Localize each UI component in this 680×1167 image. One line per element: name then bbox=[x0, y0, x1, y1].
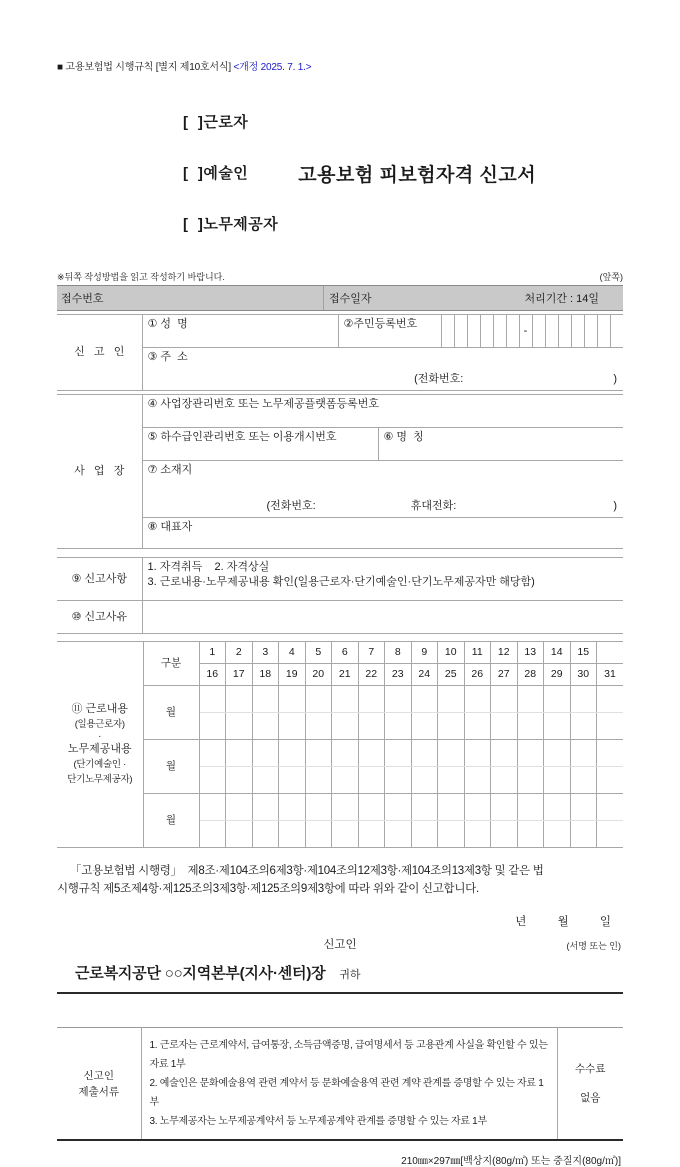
regulation-note bbox=[57, 58, 623, 73]
mobile-phone-label: 휴대전화: bbox=[410, 500, 457, 512]
workplace-mgmt-no-cell[interactable]: ④ 사업장관리번호 또는 노무제공플랫폼등록번호 bbox=[142, 395, 623, 428]
workplace-name-cell[interactable]: ⑥ 명 칭 bbox=[378, 428, 623, 461]
location-phone-line bbox=[149, 499, 618, 514]
declarant-section-label: 신 고 인 bbox=[57, 315, 142, 391]
rrn-digit-cell[interactable] bbox=[571, 315, 584, 348]
work-label-line: (단기예술인 · bbox=[73, 759, 126, 770]
work-day-cell[interactable] bbox=[332, 794, 359, 821]
month-label: 월 bbox=[557, 916, 569, 928]
day-header-cell: 26 bbox=[464, 664, 491, 686]
day-header-cell: 17 bbox=[226, 664, 253, 686]
work-day-cell[interactable] bbox=[199, 686, 226, 713]
work-day-cell[interactable] bbox=[252, 686, 279, 713]
work-day-cell[interactable] bbox=[279, 713, 306, 740]
page-side-note: (앞쪽) bbox=[599, 272, 623, 282]
work-day-cell[interactable] bbox=[358, 713, 385, 740]
work-day-cell[interactable] bbox=[252, 821, 279, 848]
processing-period-label: 처리기간 : 14일 bbox=[524, 293, 599, 305]
representative-cell[interactable]: ⑧ 대표자 bbox=[142, 518, 623, 549]
work-day-cell[interactable] bbox=[544, 713, 571, 740]
work-day-cell[interactable] bbox=[332, 713, 359, 740]
fee-cell bbox=[557, 1028, 623, 1141]
rrn-digit-cell[interactable] bbox=[610, 315, 623, 348]
work-day-cell[interactable] bbox=[305, 713, 332, 740]
paper-spec-note: 210㎜×297㎜[백상지(80g/㎡) 또는 중질지(80g/㎡)] bbox=[401, 1156, 621, 1167]
instruction-row bbox=[57, 270, 623, 283]
recipient-name: 근로복지공단 ○○지역본부(지사·센터)장 bbox=[75, 965, 326, 982]
day-header-cell: 16 bbox=[199, 664, 226, 686]
phone-open-label: (전화번호: bbox=[414, 373, 464, 385]
work-day-cell[interactable] bbox=[597, 794, 624, 821]
day-label: 일 bbox=[599, 916, 611, 928]
report-table bbox=[57, 557, 623, 634]
work-day-cell[interactable] bbox=[544, 821, 571, 848]
location-label: ⑦ 소재지 bbox=[147, 464, 193, 476]
day-header-cell: 28 bbox=[517, 664, 544, 686]
work-day-cell[interactable] bbox=[279, 767, 306, 794]
declarant-table bbox=[57, 314, 623, 391]
work-day-cell[interactable] bbox=[597, 767, 624, 794]
work-day-cell[interactable] bbox=[438, 740, 465, 767]
day-header-cell: 24 bbox=[411, 664, 438, 686]
work-day-cell[interactable] bbox=[305, 821, 332, 848]
day-header-cell: 12 bbox=[491, 642, 518, 664]
work-day-cell[interactable] bbox=[199, 713, 226, 740]
work-content-table bbox=[57, 641, 623, 848]
day-header-cell: 14 bbox=[544, 642, 571, 664]
work-day-cell[interactable] bbox=[385, 821, 412, 848]
rrn-digit-cell[interactable] bbox=[584, 315, 597, 348]
receipt-bar bbox=[57, 285, 623, 311]
work-day-cell[interactable] bbox=[226, 794, 253, 821]
work-day-cell[interactable] bbox=[570, 713, 597, 740]
work-day-cell[interactable] bbox=[464, 821, 491, 848]
workplace-section-label: 사 업 장 bbox=[57, 395, 142, 549]
report-matter-label: ⑨ 신고사항 bbox=[57, 558, 142, 601]
rrn-digit-cell[interactable] bbox=[545, 315, 558, 348]
day-header-cell: 25 bbox=[438, 664, 465, 686]
report-matter-line1: 1. 자격취득 2. 자격상실 bbox=[147, 561, 270, 573]
signature-note: (서명 또는 인) bbox=[566, 941, 621, 951]
work-day-cell[interactable] bbox=[358, 686, 385, 713]
checkbox-worker[interactable]: [ ]근로자 bbox=[183, 114, 249, 131]
work-day-cell[interactable] bbox=[491, 686, 518, 713]
workplace-location-cell[interactable] bbox=[142, 461, 623, 518]
checkbox-labor-provider[interactable]: [ ]노무제공자 bbox=[183, 216, 279, 233]
work-day-cell[interactable] bbox=[411, 821, 438, 848]
work-day-cell[interactable] bbox=[385, 767, 412, 794]
attachments-items bbox=[141, 1028, 557, 1141]
workplace-table bbox=[57, 394, 623, 549]
attachments-section bbox=[57, 1027, 623, 1141]
work-day-cell[interactable] bbox=[438, 686, 465, 713]
instruction-note: ※뒤쪽 작성방법을 읽고 작성하기 바랍니다. bbox=[57, 272, 225, 282]
work-day-cell[interactable] bbox=[332, 767, 359, 794]
rrn-digit-cell[interactable] bbox=[532, 315, 545, 348]
work-day-cell[interactable] bbox=[544, 767, 571, 794]
rrn-digit-cell[interactable] bbox=[467, 315, 480, 348]
day-header-cell: 29 bbox=[544, 664, 571, 686]
recipient-suffix: 귀하 bbox=[339, 969, 361, 981]
phone-open-label: (전화번호: bbox=[266, 500, 316, 512]
work-day-cell[interactable] bbox=[491, 794, 518, 821]
work-day-cell[interactable] bbox=[226, 821, 253, 848]
work-day-cell[interactable] bbox=[464, 713, 491, 740]
work-day-cell[interactable] bbox=[305, 740, 332, 767]
work-day-cell[interactable] bbox=[226, 740, 253, 767]
revision-note: <개정 2025. 7. 1.> bbox=[233, 62, 312, 73]
rrn-digit-cell[interactable] bbox=[506, 315, 519, 348]
work-day-cell[interactable] bbox=[491, 740, 518, 767]
work-day-cell[interactable] bbox=[411, 686, 438, 713]
work-day-cell[interactable] bbox=[517, 713, 544, 740]
work-day-cell[interactable] bbox=[491, 821, 518, 848]
page-title: 고용보험 피보험자격 신고서 bbox=[298, 165, 537, 186]
year-label: 년 bbox=[515, 916, 527, 928]
rrn-digit-cell[interactable] bbox=[493, 315, 506, 348]
recipient-line bbox=[57, 962, 623, 983]
attachment-item: 1. 근로자는 근로계약서, 급여통장, 소득금액증명, 급여명세서 등 고용관계 사실을 확인할 수 있는 자료 1부 bbox=[149, 1040, 548, 1070]
month-label-cell[interactable]: 월 bbox=[143, 794, 199, 848]
work-day-cell[interactable] bbox=[544, 740, 571, 767]
day-header-cell: 9 bbox=[411, 642, 438, 664]
section-divider bbox=[57, 992, 623, 994]
work-day-cell[interactable] bbox=[199, 794, 226, 821]
month-label-cell[interactable]: 월 bbox=[143, 740, 199, 794]
attachments-table bbox=[57, 1027, 623, 1141]
work-day-cell[interactable] bbox=[199, 821, 226, 848]
work-day-cell[interactable] bbox=[385, 713, 412, 740]
work-day-cell[interactable] bbox=[544, 686, 571, 713]
work-day-cell[interactable] bbox=[517, 767, 544, 794]
report-matter-cell[interactable] bbox=[142, 558, 623, 601]
work-day-cell[interactable] bbox=[252, 794, 279, 821]
work-day-cell[interactable] bbox=[570, 767, 597, 794]
fee-label: 수수료 bbox=[575, 1062, 606, 1075]
work-day-cell[interactable] bbox=[358, 794, 385, 821]
work-day-cell[interactable] bbox=[597, 713, 624, 740]
day-header-cell: 13 bbox=[517, 642, 544, 664]
paren-close: ) bbox=[613, 373, 617, 385]
work-day-cell[interactable] bbox=[570, 686, 597, 713]
work-day-cell[interactable] bbox=[358, 767, 385, 794]
work-day-cell[interactable] bbox=[226, 767, 253, 794]
day-header-cell: 22 bbox=[358, 664, 385, 686]
work-day-cell[interactable] bbox=[517, 821, 544, 848]
work-label-line: 노무제공내용 bbox=[67, 743, 132, 755]
legal-line2: 시행규칙 제5조제4항·제125조의3제3항·제125조의9제3항에 따라 위와 같이 신고합니다. bbox=[57, 883, 479, 895]
address-label: ③ 주 소 bbox=[147, 351, 188, 363]
work-day-cell[interactable] bbox=[491, 713, 518, 740]
work-day-cell[interactable] bbox=[464, 794, 491, 821]
work-day-cell[interactable] bbox=[226, 686, 253, 713]
work-day-cell[interactable] bbox=[517, 686, 544, 713]
day-header-cell: 7 bbox=[358, 642, 385, 664]
work-day-cell[interactable] bbox=[305, 794, 332, 821]
rrn-digit-cell[interactable] bbox=[454, 315, 467, 348]
rrn-digit-cell[interactable] bbox=[441, 315, 454, 348]
report-matter-line2: 3. 근로내용·노무제공내용 확인(일용근로자·단기예술인·단기노무제공자만 해당함) bbox=[147, 576, 535, 588]
day-header-cell: 11 bbox=[464, 642, 491, 664]
rrn-label-cell: ②주민등록번호 bbox=[338, 315, 441, 348]
report-reason-cell[interactable] bbox=[142, 601, 623, 634]
work-day-cell[interactable] bbox=[411, 767, 438, 794]
subcontract-no-cell[interactable]: ⑤ 하수급인관리번호 또는 이용개시번호 bbox=[142, 428, 378, 461]
rrn-digit-cell[interactable] bbox=[480, 315, 493, 348]
work-day-cell[interactable] bbox=[570, 740, 597, 767]
work-day-cell[interactable] bbox=[597, 740, 624, 767]
work-day-cell[interactable] bbox=[279, 686, 306, 713]
declarant-sign-label: 신고인 bbox=[323, 939, 357, 951]
work-day-cell[interactable] bbox=[279, 794, 306, 821]
work-day-cell[interactable] bbox=[491, 767, 518, 794]
work-day-cell[interactable] bbox=[332, 740, 359, 767]
work-day-cell[interactable] bbox=[411, 794, 438, 821]
legal-statement bbox=[57, 862, 623, 898]
receipt-number-label: 접수번호 bbox=[61, 293, 104, 305]
work-day-cell[interactable] bbox=[252, 767, 279, 794]
work-label-line: (일용근로자) bbox=[74, 719, 125, 730]
work-label-line: 단기노무제공자) bbox=[67, 774, 133, 785]
work-day-cell[interactable] bbox=[305, 767, 332, 794]
address-phone-line bbox=[149, 372, 618, 387]
work-day-cell[interactable] bbox=[517, 740, 544, 767]
month-label-cell[interactable]: 월 bbox=[143, 686, 199, 740]
day-header-cell: 18 bbox=[252, 664, 279, 686]
work-day-cell[interactable] bbox=[570, 821, 597, 848]
rrn-digit-cell[interactable] bbox=[558, 315, 571, 348]
work-day-cell[interactable] bbox=[438, 821, 465, 848]
work-day-cell[interactable] bbox=[385, 740, 412, 767]
work-day-cell[interactable] bbox=[305, 686, 332, 713]
day-header-cell: 10 bbox=[438, 642, 465, 664]
date-line bbox=[57, 913, 623, 929]
day-header-cell: 2 bbox=[226, 642, 253, 664]
work-day-cell[interactable] bbox=[464, 740, 491, 767]
checkbox-artist[interactable]: [ ]예술인 bbox=[183, 165, 249, 182]
work-day-cell[interactable] bbox=[199, 740, 226, 767]
signature-row bbox=[57, 936, 623, 952]
work-day-cell[interactable] bbox=[279, 740, 306, 767]
work-day-cell[interactable] bbox=[411, 713, 438, 740]
day-header-cell: 8 bbox=[385, 642, 412, 664]
work-day-cell[interactable] bbox=[438, 713, 465, 740]
work-day-cell[interactable] bbox=[279, 821, 306, 848]
work-day-cell[interactable] bbox=[199, 767, 226, 794]
work-day-cell[interactable] bbox=[252, 713, 279, 740]
work-day-cell[interactable] bbox=[411, 740, 438, 767]
attachment-item: 2. 예술인은 문화예술용역 관련 계약서 등 문화예술용역 관련 계약 관계를 증명할 수 있는 자료 1부 bbox=[149, 1078, 544, 1108]
work-day-cell[interactable] bbox=[438, 767, 465, 794]
day-header-cell: 19 bbox=[279, 664, 306, 686]
day-header-cell: 23 bbox=[385, 664, 412, 686]
rrn-digit-cell[interactable] bbox=[597, 315, 610, 348]
work-label-line: · bbox=[98, 731, 102, 742]
receipt-date-label: 접수일자 bbox=[323, 286, 499, 310]
work-day-cell[interactable] bbox=[438, 794, 465, 821]
work-day-cell[interactable] bbox=[358, 821, 385, 848]
work-day-cell[interactable] bbox=[544, 794, 571, 821]
work-day-cell[interactable] bbox=[517, 794, 544, 821]
day-header-cell: 5 bbox=[305, 642, 332, 664]
day-header-cell: 30 bbox=[570, 664, 597, 686]
work-day-cell[interactable] bbox=[570, 794, 597, 821]
work-day-cell[interactable] bbox=[226, 713, 253, 740]
legal-line1: 「고용보험법 시행령」 제8조·제104조의6제3항·제104조의12제3항·제104조의13제3항 및 같은 법 bbox=[70, 865, 544, 877]
day-header-cell: 27 bbox=[491, 664, 518, 686]
title-block bbox=[183, 80, 623, 267]
applicant-type-checkboxes bbox=[183, 80, 278, 267]
regulation-text: ■ 고용보험법 시행규칙 [별지 제10호서식] bbox=[57, 62, 234, 73]
attachments-label-line1: 신고인 bbox=[83, 1069, 114, 1082]
work-content-section-label bbox=[57, 642, 143, 848]
rrn-separator-cell: - bbox=[519, 315, 532, 348]
attachments-label-line2: 제출서류 bbox=[78, 1085, 120, 1098]
day-header-cell bbox=[597, 642, 624, 664]
day-header-cell: 15 bbox=[570, 642, 597, 664]
day-header-cell: 21 bbox=[332, 664, 359, 686]
day-header-cell: 20 bbox=[305, 664, 332, 686]
work-day-cell[interactable] bbox=[464, 686, 491, 713]
address-field-cell[interactable] bbox=[142, 348, 623, 391]
work-day-cell[interactable] bbox=[597, 821, 624, 848]
work-day-cell[interactable] bbox=[385, 686, 412, 713]
fee-value: 없음 bbox=[580, 1091, 601, 1104]
work-label-line: ⑪ 근로내용 bbox=[71, 703, 129, 715]
paren-close: ) bbox=[613, 500, 617, 512]
day-header-cell: 6 bbox=[332, 642, 359, 664]
work-day-cell[interactable] bbox=[464, 767, 491, 794]
attachments-label bbox=[57, 1028, 141, 1141]
work-day-cell[interactable] bbox=[332, 686, 359, 713]
attachment-item: 3. 노무제공자는 노무제공계약서 등 노무제공계약 관계를 증명할 수 있는 자료 1부 bbox=[149, 1116, 487, 1127]
day-header-cell: 3 bbox=[252, 642, 279, 664]
day-header-cell: 31 bbox=[597, 664, 624, 686]
work-day-cell[interactable] bbox=[332, 821, 359, 848]
work-day-cell[interactable] bbox=[252, 740, 279, 767]
day-header-cell: 1 bbox=[199, 642, 226, 664]
name-field-cell[interactable]: ① 성 명 bbox=[142, 315, 338, 348]
gubun-header: 구분 bbox=[143, 642, 199, 686]
day-header-cell: 4 bbox=[279, 642, 306, 664]
work-day-cell[interactable] bbox=[385, 794, 412, 821]
work-day-cell[interactable] bbox=[597, 686, 624, 713]
report-reason-label: ⑩ 신고사유 bbox=[57, 601, 142, 634]
work-day-cell[interactable] bbox=[358, 740, 385, 767]
